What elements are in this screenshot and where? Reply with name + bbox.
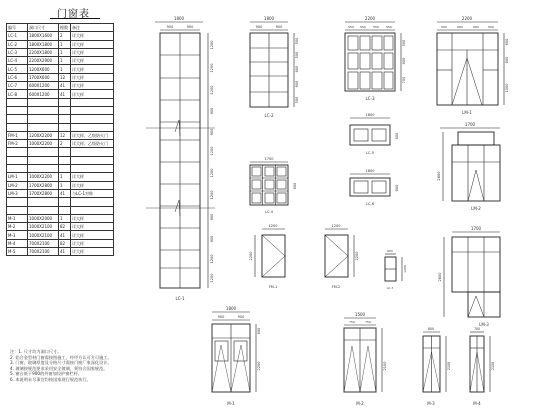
note-line-6: 6. 本说明未尽事宜均按国家现行规范执行。 — [10, 376, 91, 382]
table-cell: 1000X2100 — [28, 231, 59, 239]
table-cell: FM-2 — [7, 140, 28, 148]
table-cell: 1000X2200 — [28, 140, 59, 148]
table-cell: M-5 — [7, 248, 28, 256]
table-title: 门窗表 — [57, 9, 90, 20]
table-cell: 1800X1600 — [28, 32, 59, 40]
lm2-dim: 2800 — [437, 171, 441, 181]
schedule-header-cell: 备注 — [71, 24, 114, 32]
table-cell: 1 — [59, 57, 71, 65]
lc3-label: LC-3 — [365, 96, 375, 101]
table-cell: 详大样 — [71, 231, 114, 239]
m4-width-dim: 700 — [473, 327, 481, 331]
tall-width-dim: 1800 — [173, 16, 185, 21]
tall-dim-1: 1200 — [210, 40, 214, 50]
tall-window-elevation — [146, 16, 215, 301]
table-cell: 1800X1800 — [28, 40, 59, 48]
m3-width-dim: 800 — [427, 327, 435, 331]
table-cell: 1 — [59, 173, 71, 181]
note-line-5: 5. 窗台低于900的外窗加设护窗栏杆。 — [10, 371, 82, 377]
fm2-dim: 2200 — [355, 251, 359, 261]
table-cell: 与LC-1对称 — [71, 189, 114, 197]
table-cell: 1000X2100 — [28, 223, 59, 231]
tall-dim-11: 1200 — [210, 254, 214, 264]
lm1-sub-dim-1: 500 — [441, 25, 447, 29]
table-cell: 详大样 — [71, 48, 114, 56]
table-cell: 详大样 — [71, 32, 114, 40]
table-cell: 详大样 — [71, 73, 114, 81]
table-cell: 详大样 — [71, 90, 114, 98]
table-cell: M-4 — [7, 239, 28, 247]
m1-sub-dim-1: 900 — [217, 315, 225, 319]
schedule-header-cell: 洞口尺寸 — [28, 24, 59, 32]
lm1-dim-1: 600 — [505, 38, 509, 46]
table-cell: 详大样 — [71, 82, 114, 90]
tall-label: LC-1 — [175, 296, 185, 301]
lc3-sub-dim-4: 550 — [386, 25, 392, 29]
table-cell: 41 — [59, 82, 71, 90]
lc4-dim: 600 — [293, 182, 297, 190]
tall-dim-10: 900 — [210, 235, 214, 243]
table-cell: 详大样 — [71, 223, 114, 231]
table-cell: 详大样 — [71, 173, 114, 181]
table-cell: LC-8 — [7, 90, 28, 98]
tall-dim-4: 900 — [210, 107, 214, 115]
table-cell: 12 — [59, 131, 71, 139]
lc2-window-elevation — [250, 16, 299, 118]
table-cell: 41 — [59, 189, 71, 197]
schedule-header-cell: 樘数 — [59, 24, 71, 32]
table-cell: LC-5 — [7, 65, 28, 73]
tall-dim-8: 1200 — [210, 190, 214, 200]
table-cell: 详大样 — [71, 181, 114, 189]
table-cell: M-3 — [7, 231, 28, 239]
m2-door-elevation — [344, 312, 387, 406]
table-cell: LM-3 — [7, 189, 28, 197]
table-cell: 详大样 — [71, 248, 114, 256]
lm2-width-dim: 1700 — [464, 122, 476, 127]
tall-sub-dim-1: 900 — [166, 25, 174, 29]
lc7-window-elevation — [385, 249, 407, 290]
lm1-label: LM-1 — [462, 110, 472, 115]
m3-door-elevation — [423, 327, 451, 406]
lm1-sub-dim-4: 500 — [488, 25, 494, 29]
tall-dim-7: 1200 — [210, 168, 214, 178]
lm2-door-elevation — [437, 122, 500, 211]
table-cell: 600X1200 — [28, 82, 59, 90]
table-cell: 1 — [59, 48, 71, 56]
tall-dim-2: 1200 — [210, 63, 214, 73]
lc2-dim-3: 600 — [295, 65, 299, 73]
m2-sub-dim-1: 750 — [349, 320, 355, 324]
table-cell: LC-4 — [7, 57, 28, 65]
table-cell: 600X1200 — [28, 90, 59, 98]
lc2-sub-dim-2: 900 — [275, 25, 283, 29]
m2-sub-dim-2: 750 — [365, 320, 371, 324]
lm3-width-dim: 1700 — [470, 226, 482, 231]
lc3-sub-dim-3: 550 — [373, 25, 379, 29]
fm1-dim: 2200 — [249, 251, 253, 261]
table-cell: 2 — [59, 32, 71, 40]
note-line-2: 2. 铝合金型材门窗需按图施工，经甲方认可方可施工。 — [10, 354, 112, 360]
table-cell: 82 — [59, 223, 71, 231]
tall-dim-9: 900 — [210, 213, 214, 221]
note-line-3: 3. 门窗、玻璃厚度及分格尺寸需按门窗厂家深化设计。 — [10, 360, 112, 366]
lc3-dim-1: 500 — [402, 39, 406, 47]
lc6-label: LC-6 — [366, 202, 374, 206]
lc2-dim-4: 600 — [295, 80, 299, 88]
lc5-dim: 600 — [395, 132, 399, 140]
lc3-window-elevation — [345, 16, 406, 101]
lc2-width-dim: 1800 — [263, 16, 275, 21]
lc4-width-dim: 1700 — [264, 157, 274, 161]
lc3-sub-dim-1: 550 — [348, 25, 354, 29]
lc7-width-dim: 600 — [387, 249, 393, 253]
table-cell: LM-1 — [7, 173, 28, 181]
lm1-sub-dim-3: 600 — [473, 25, 479, 29]
lc4-label: LC-4 — [265, 210, 273, 214]
lc6-dim: 600 — [395, 184, 399, 192]
table-cell: 1000X2200 — [28, 173, 59, 181]
lm1-width-dim: 2200 — [461, 16, 473, 21]
table-cell: 1700X2800 — [28, 181, 59, 189]
table-cell: 2200X1800 — [28, 48, 59, 56]
table-cell: M-2 — [7, 223, 28, 231]
lc3-width-dim: 2200 — [364, 16, 376, 21]
note-line-4: 4. 玻璃按规范要求采用安全玻璃，须符合国家规范。 — [10, 365, 108, 371]
tall-dim-5: 900 — [210, 128, 214, 136]
m2-label: M-2 — [356, 401, 364, 406]
lc3-dim-3: 700 — [402, 76, 406, 84]
table-cell: 1700X600 — [28, 73, 59, 81]
lc2-dim-1: 500 — [295, 37, 299, 45]
table-cell: LC-3 — [7, 48, 28, 56]
lm3-label: LM-3 — [479, 322, 489, 327]
table-cell: LC-1 — [7, 32, 28, 40]
lc5-width-dim: 1800 — [365, 113, 375, 117]
lc3-dim-2: 600 — [402, 57, 406, 65]
lc6-window-elevation — [350, 169, 399, 206]
m2-dim: 2100 — [383, 361, 387, 371]
fm2-door-elevation — [325, 224, 359, 289]
lm3-dim: 2800 — [438, 272, 442, 282]
table-cell: 1 — [59, 181, 71, 189]
m1-dim-top: 600 — [257, 327, 261, 335]
tall-dim-6: 1200 — [210, 146, 214, 156]
table-cell: 详大样 — [71, 57, 114, 65]
fm2-label: FM-2 — [331, 285, 341, 289]
lc2-label: LC-2 — [264, 113, 274, 118]
tall-dim-3: 1200 — [210, 85, 214, 95]
table-cell: 详大样 — [71, 40, 114, 48]
fm1-label: FM-1 — [268, 285, 278, 289]
lc5-label: LC-5 — [366, 151, 374, 155]
table-cell: FM-1 — [7, 131, 28, 139]
fm1-width-dim: 1200 — [268, 224, 278, 228]
table-cell: 82 — [59, 239, 71, 247]
table-cell: LC-7 — [7, 82, 28, 90]
table-cell: 1 — [59, 40, 71, 48]
m1-width-dim: 1800 — [225, 306, 237, 311]
lm1-sub-dim-2: 600 — [457, 25, 463, 29]
table-cell: 详大样 — [71, 214, 114, 222]
m3-dim: 2100 — [447, 361, 451, 371]
lm3-door-elevation — [438, 226, 500, 327]
table-cell: 1 — [59, 214, 71, 222]
lc7-dim: 1200 — [403, 265, 407, 273]
table-cell: 700X2100 — [28, 248, 59, 256]
lm1-door-elevation — [437, 16, 509, 115]
m4-door-elevation — [470, 327, 495, 406]
lc5-window-elevation — [350, 113, 399, 155]
lc6-width-dim: 1800 — [365, 169, 375, 173]
table-cell: LC-2 — [7, 40, 28, 48]
lc3-sub-dim-2: 550 — [360, 25, 366, 29]
m1-dim-main: 2200 — [257, 361, 261, 371]
table-cell: 700X2100 — [28, 239, 59, 247]
table-cell: 详大样 — [71, 239, 114, 247]
table-cell: 41 — [59, 248, 71, 256]
table-cell: M-1 — [7, 214, 28, 222]
table-cell: 2 — [59, 140, 71, 148]
lc2-dim-5: 500 — [295, 96, 299, 104]
lc2-sub-dim-1: 900 — [255, 25, 263, 29]
m3-label: M-3 — [427, 401, 435, 406]
table-cell: 12 — [59, 73, 71, 81]
m1-sub-dim-2: 900 — [237, 315, 245, 319]
table-cell: 详大样，乙级防火门 — [71, 140, 114, 148]
schedule-header-cell: 编号 — [7, 24, 28, 32]
fm2-width-dim: 1200 — [331, 224, 341, 228]
table-cell: 详大样，乙级防火门 — [71, 131, 114, 139]
table-cell: 41 — [59, 231, 71, 239]
table-cell: 1200X2200 — [28, 131, 59, 139]
table-cell: LM-2 — [7, 181, 28, 189]
lc7-label: LC-7 — [386, 286, 394, 290]
m4-label: M-4 — [473, 401, 481, 406]
m4-dim: 2100 — [491, 361, 495, 371]
m1-door-elevation — [212, 306, 261, 406]
table-cell: 1700X2800 — [28, 189, 59, 197]
table-cell: 1 — [59, 65, 71, 73]
lm2-label: LM-2 — [471, 206, 481, 211]
tall-dim-12: 1200 — [210, 273, 214, 283]
lc2-dim-2: 500 — [295, 51, 299, 59]
table-cell: 41 — [59, 90, 71, 98]
note-line-1: 注：1. 尺寸均为洞口尺寸。 — [10, 349, 62, 354]
table-cell: 1000X2000 — [28, 214, 59, 222]
table-cell: LC-6 — [7, 73, 28, 81]
lc4-window-elevation — [250, 157, 297, 214]
fm1-door-elevation — [249, 224, 285, 289]
lm1-dim-3: 1500 — [505, 83, 509, 93]
tall-sub-dim-2: 900 — [186, 25, 194, 29]
table-cell: 1200X600 — [28, 65, 59, 73]
m1-label: M-1 — [227, 401, 235, 406]
table-cell: 详大样 — [71, 65, 114, 73]
lm1-dim-2: 800 — [505, 56, 509, 64]
table-cell: 2200X2900 — [28, 57, 59, 65]
m2-width-dim: 1500 — [354, 312, 366, 317]
